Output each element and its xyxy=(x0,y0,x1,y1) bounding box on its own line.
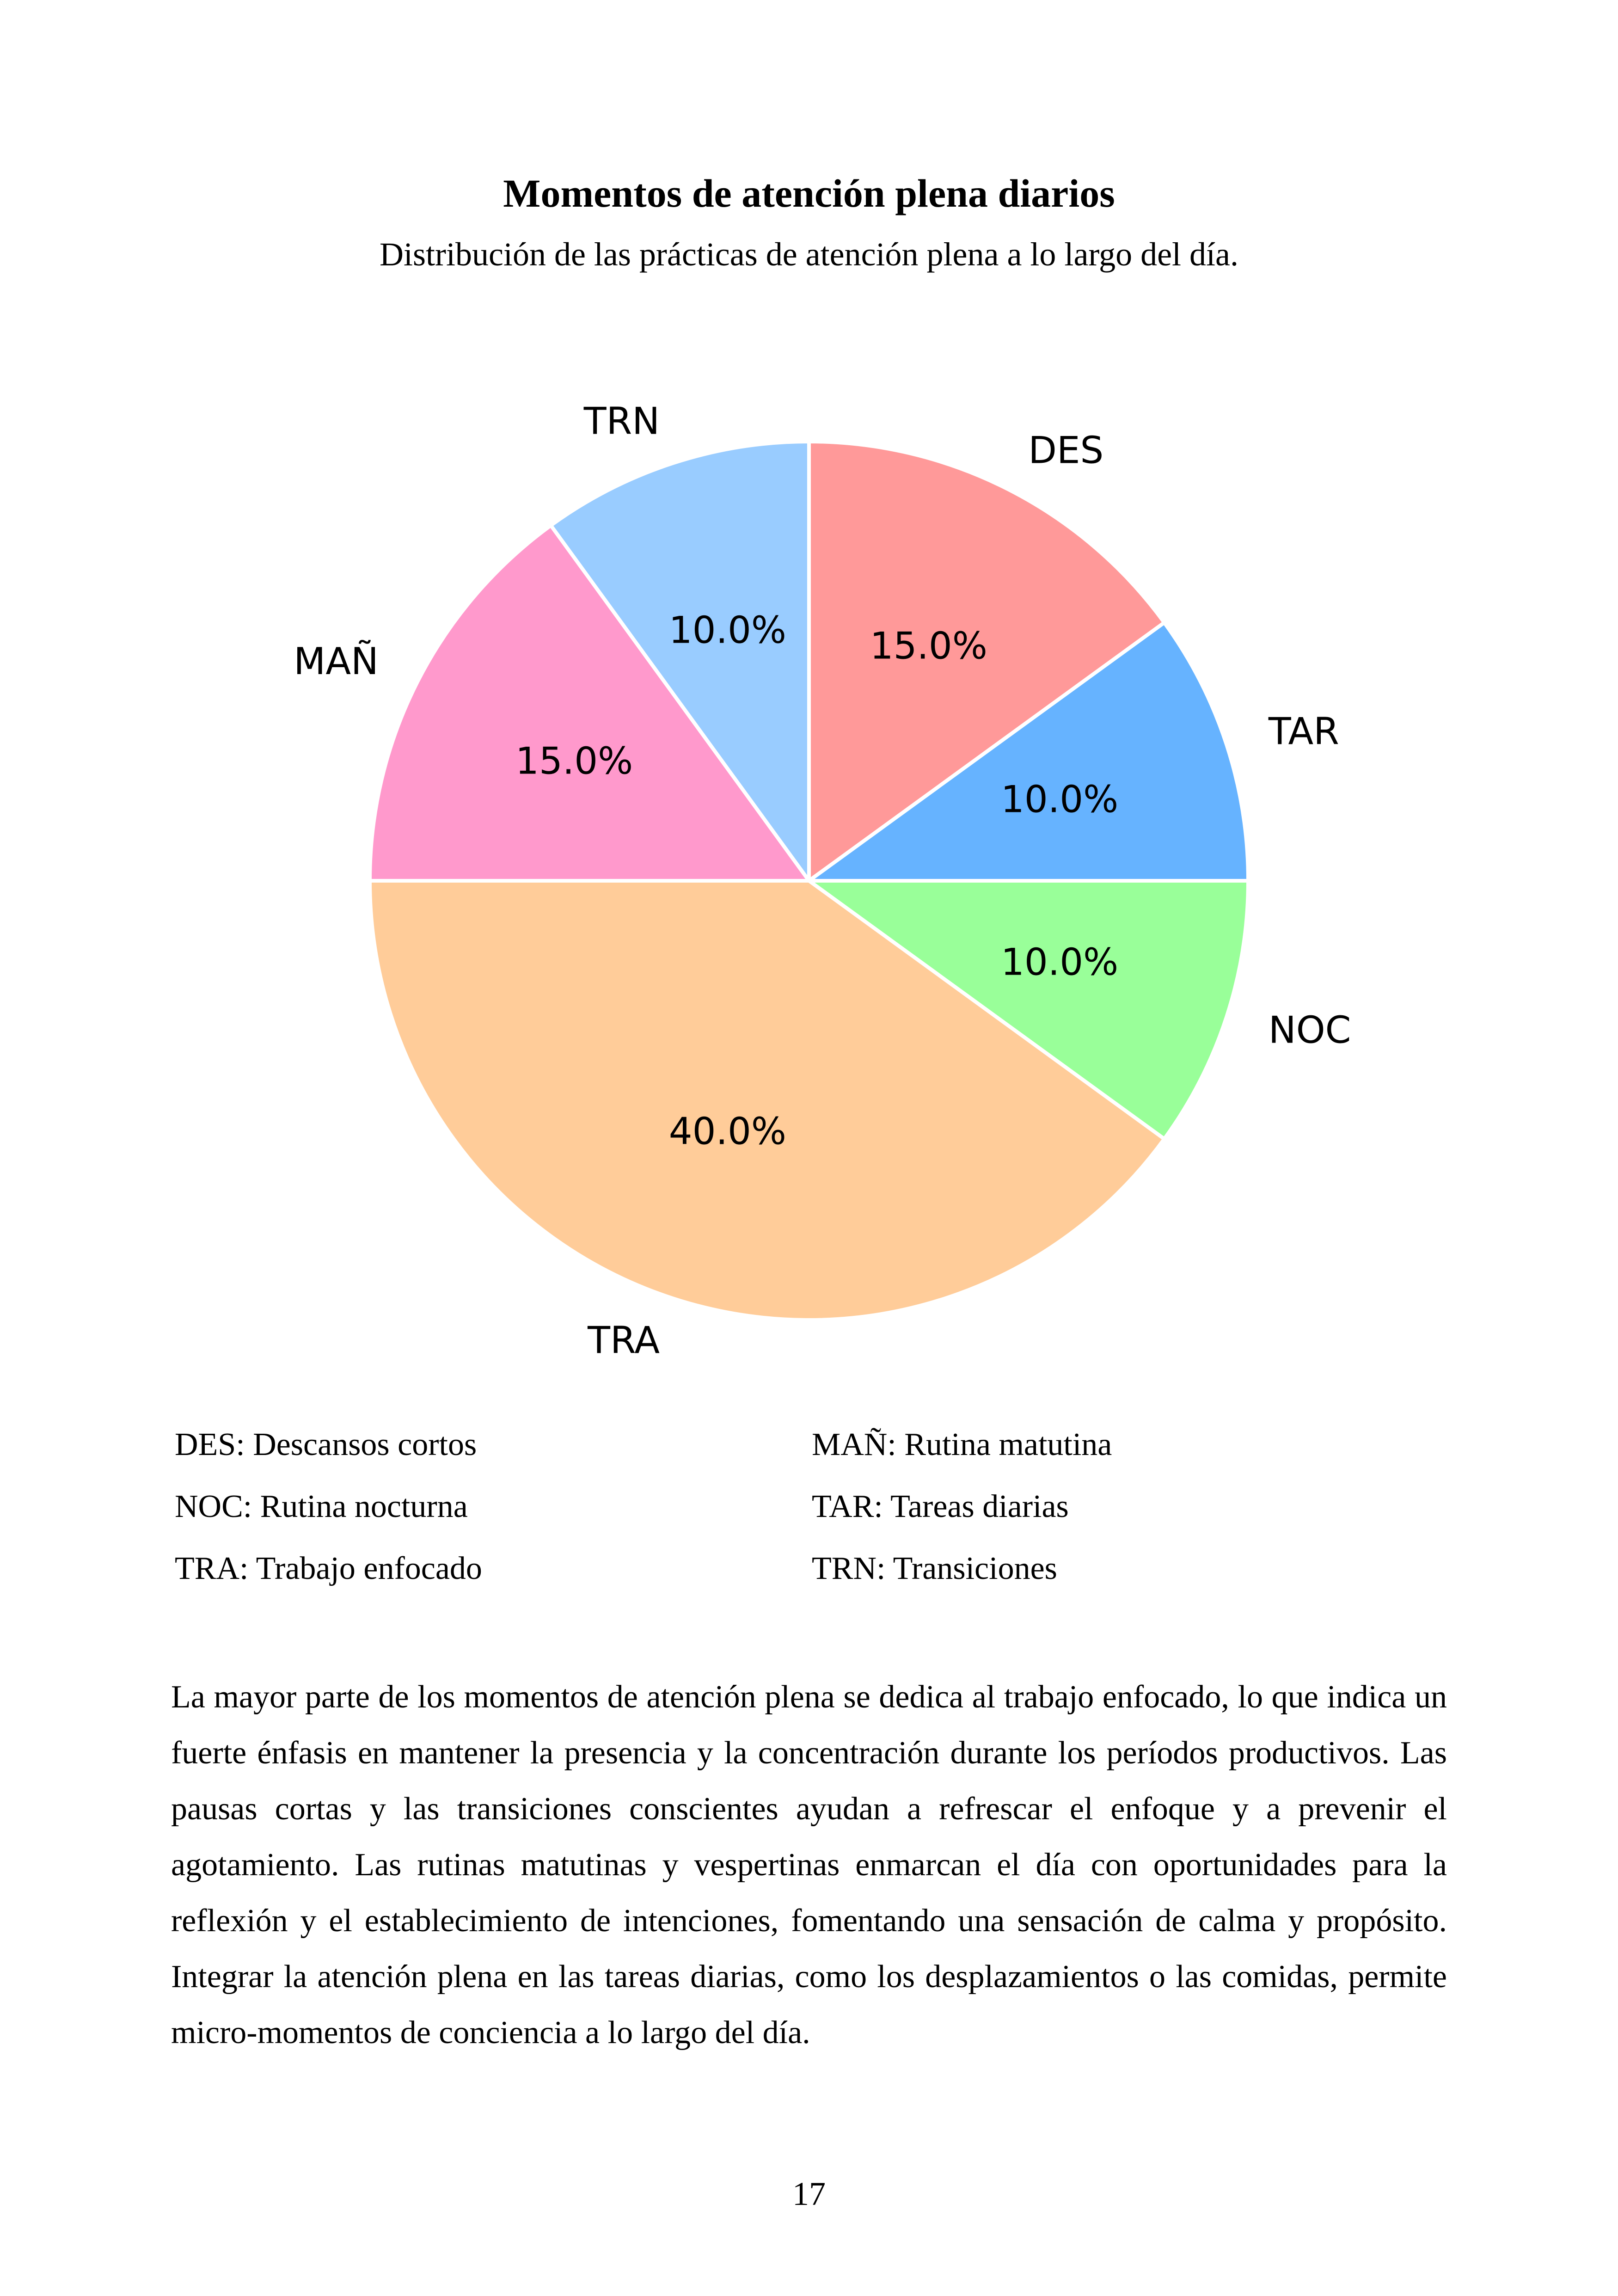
pie-category-label-tra: TRA xyxy=(588,1319,660,1362)
pie-pct-label-tra: 40.0% xyxy=(668,1110,786,1153)
pie-pct-label-trn: 10.0% xyxy=(668,608,786,652)
chart-subtitle: Distribución de las prácticas de atención plena a lo largo del día. xyxy=(379,236,1238,273)
page-number: 17 xyxy=(792,2175,826,2212)
legend-item-man: MAÑ: Rutina matutina xyxy=(812,1427,1112,1462)
pie-category-label-des: DES xyxy=(1028,429,1104,472)
legend-item-des: DES: Descansos cortos xyxy=(175,1427,477,1462)
description-paragraph: La mayor parte de los momentos de atención plena se dedica al trabajo enfocado, lo que indica un fuerte énfasis en mantener la presencia y la concentración durante los períodos productivos. Las pausas cortas y las transiciones conscientes ayudan a refrescar el enfoque y a prevenir el agotamiento. Las rutinas matutinas y vespertinas enmarcan el día con oportunidades para la reflexión y el establecimiento de intenciones, fomentando una sensación de calma y propósito. Integrar la atención plena en las tareas diarias, como los desplazamientos o las comidas, permite micro-momentos de conciencia a lo largo del día. xyxy=(171,1679,1447,2050)
pie-category-label-trn: TRN xyxy=(583,399,660,443)
legend-item-tar: TAR: Tareas diarias xyxy=(812,1489,1069,1524)
legend-item-trn: TRN: Transiciones xyxy=(812,1551,1057,1586)
pie-category-label-tar: TAR xyxy=(1268,710,1339,753)
pie-category-label-mañ: MAÑ xyxy=(294,640,379,683)
pie-pct-label-des: 15.0% xyxy=(870,624,987,668)
legend-item-noc: NOC: Rutina nocturna xyxy=(175,1489,468,1524)
pie-pct-label-mañ: 15.0% xyxy=(515,739,633,783)
chart-title: Momentos de atención plena diarios xyxy=(503,171,1115,215)
pie-pct-label-noc: 10.0% xyxy=(1001,940,1119,984)
legend-item-tra: TRA: Trabajo enfocado xyxy=(175,1551,482,1586)
pie-category-label-noc: NOC xyxy=(1268,1008,1351,1052)
pie-pct-label-tar: 10.0% xyxy=(1001,778,1119,821)
